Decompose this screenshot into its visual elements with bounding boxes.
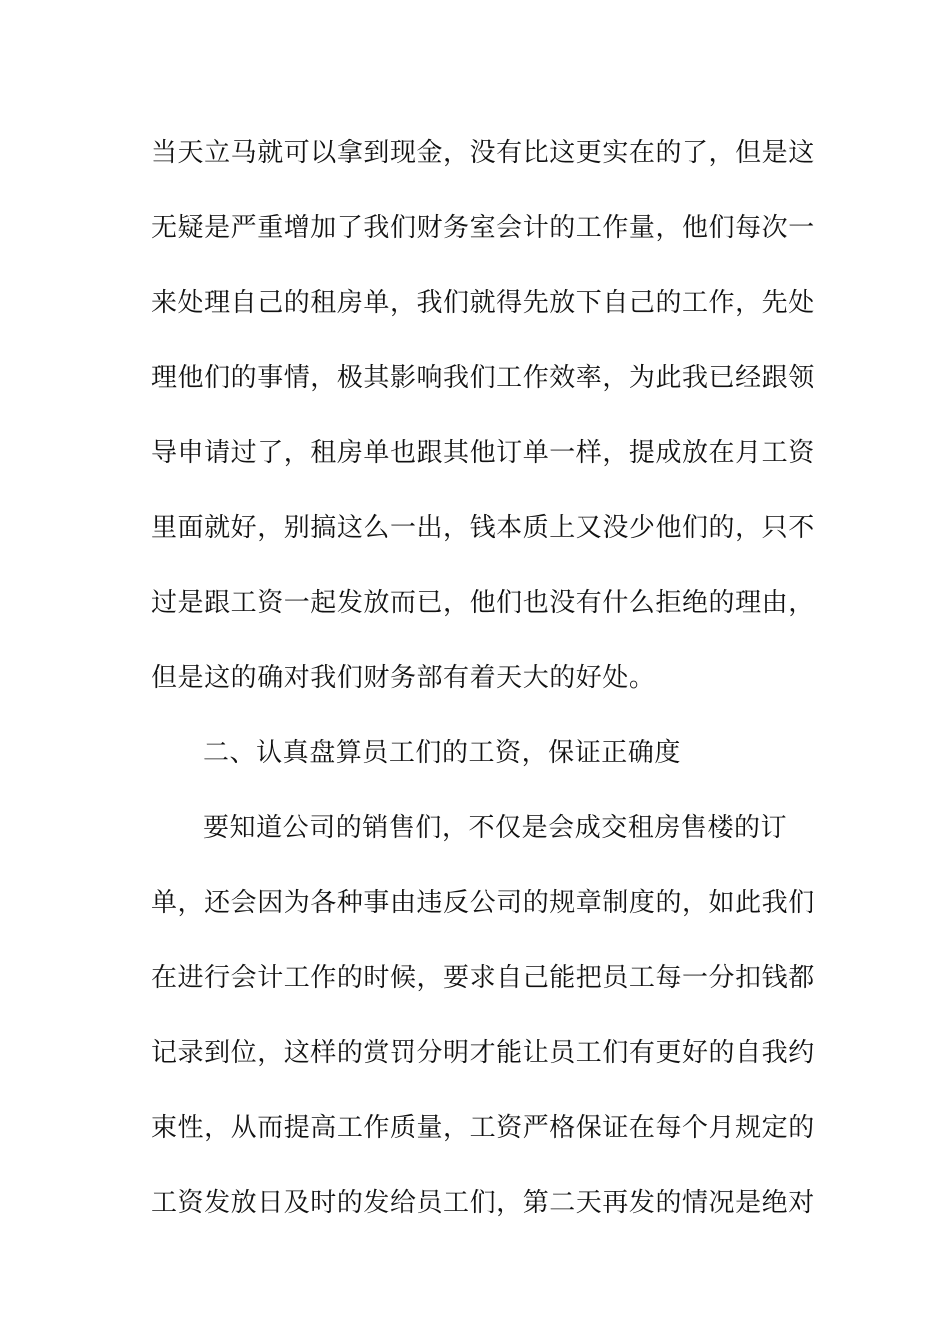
text-line: 当天立马就可以拿到现金，没有比这更实在的了，但是这: [151, 138, 815, 168]
text-line: 来处理自己的租房单，我们就得先放下自己的工作，先处: [151, 288, 815, 318]
text-line: 在进行会计工作的时候，要求自己能把员工每一分扣钱都: [151, 963, 815, 993]
text-line: 过是跟工资一起发放而已，他们也没有什么拒绝的理由，: [151, 588, 815, 618]
paragraph-first-line: 要知道公司的销售们，不仅是会成交租房售楼的订: [203, 813, 788, 843]
text-line: 但是这的确对我们财务部有着天大的好处。: [151, 663, 656, 693]
text-line: 束性，从而提高工作质量，工资严格保证在每个月规定的: [151, 1113, 815, 1143]
text-line: 无疑是严重增加了我们财务室会计的工作量，他们每次一: [151, 213, 815, 243]
text-line: 里面就好，别搞这么一出，钱本质上又没少他们的，只不: [151, 513, 815, 543]
section-heading: 二、认真盘算员工们的工资，保证正确度: [203, 738, 681, 768]
text-line: 导申请过了，租房单也跟其他订单一样，提成放在月工资: [151, 438, 815, 468]
text-line: 单，还会因为各种事由违反公司的规章制度的，如此我们: [151, 888, 815, 918]
text-line: 记录到位，这样的赏罚分明才能让员工们有更好的自我约: [151, 1038, 815, 1068]
text-line: 工资发放日及时的发给员工们，第二天再发的情况是绝对: [151, 1188, 815, 1218]
text-line: 理他们的事情，极其影响我们工作效率，为此我已经跟领: [151, 363, 815, 393]
